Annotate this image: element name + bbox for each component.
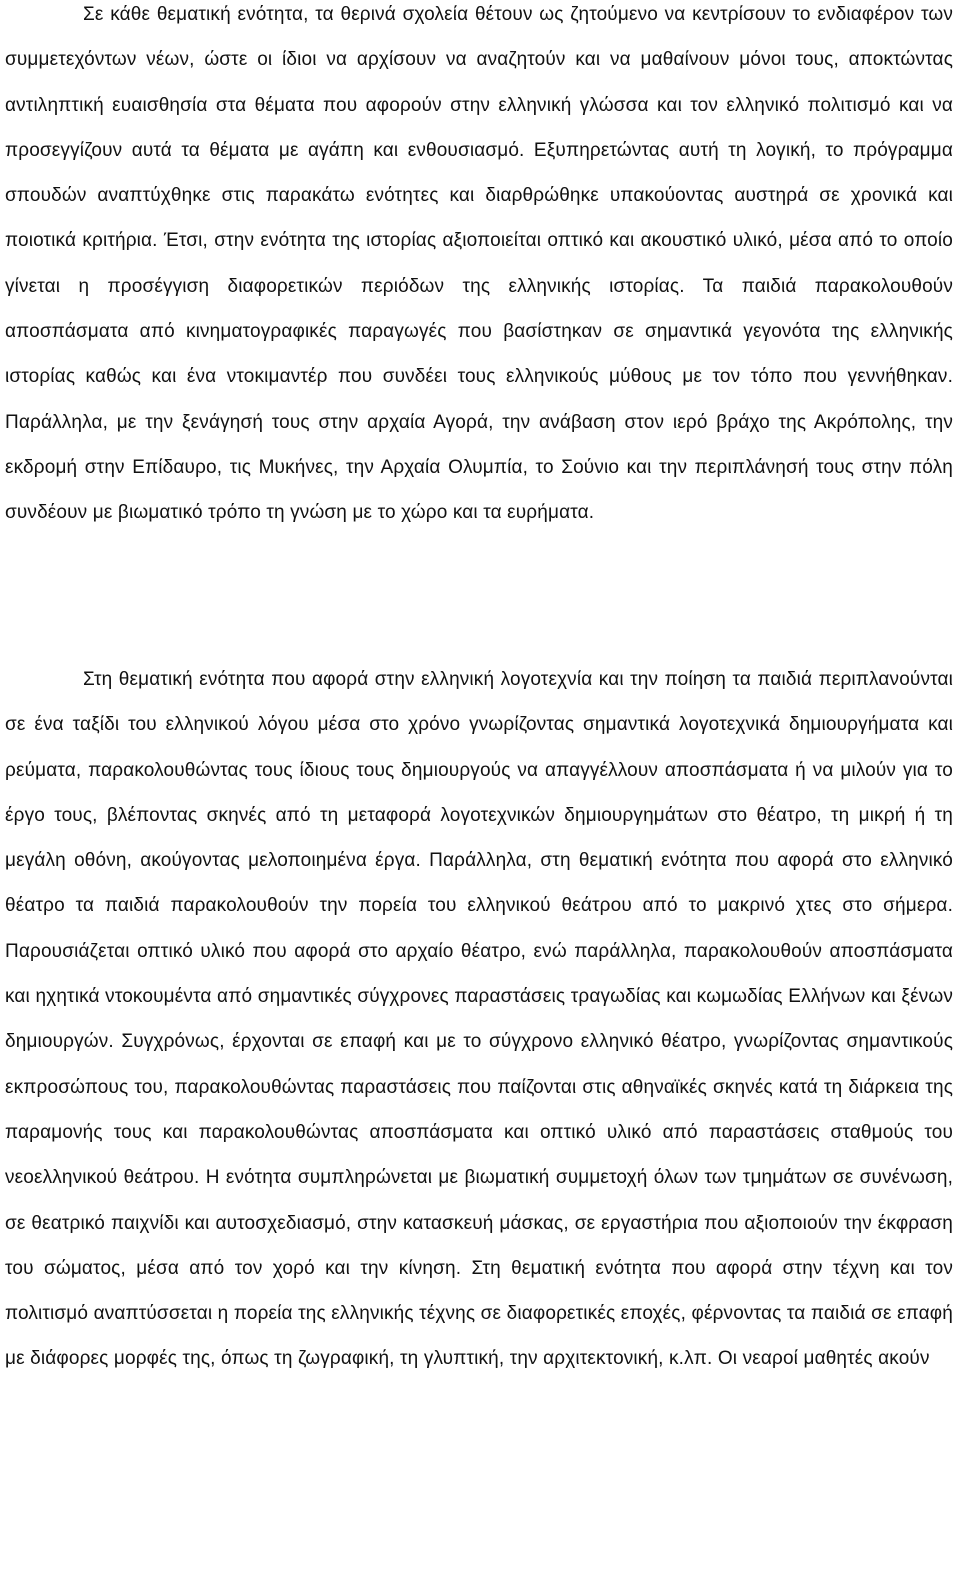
paragraph-history: Σε κάθε θεματική ενότητα, τα θερινά σχολεία θέτουν ως ζητούμενο να κεντρίσουν το ενδιαφέρον των συμμετεχόντων νέων, ώστε οι ίδιοι να αρχίσουν να αναζητούν και να μαθαίνουν μόνοι τους, αποκτώντας αντιληπτική ευαισθησία στα θέματα που αφορούν στην ελληνική γλώσσα και τον ελληνικό πολιτισμό και να προσεγγίζουν αυτά τα θέματα με αγάπη και ενθουσιασμό. Εξυπηρετώντας αυτή τη λογική, το πρόγραμμα σπουδών αναπτύχθηκε στις παρακάτω ενότητες και διαρθρώθηκε υπακούοντας αυστηρά σε χρονικά και ποιοτικά κριτήρια. Έτσι, στην ενότητα της ιστορίας αξιοποιείται οπτικό και ακουστικό υλικό, μέσα από το οποίο γίνεται η προσέγγιση διαφορετικών περιόδων της ελληνικής ιστορίας. Τα παιδιά παρακολουθούν αποσπάσματα από κινηματογραφικές παραγωγές που βασίστηκαν σε σημαντικά γεγονότα της ελληνικής ιστορίας καθώς και ένα ντοκιμαντέρ που συνδέει τους ελληνικούς μύθους με τον τόπο που γεννήθηκαν. Παράλληλα, με την ξενάγησή τους στην αρχαία Αγορά, την ανάβαση στον ιερό βράχο της Ακρόπολης, την εκδρομή στην Επίδαυρο, τις Μυκήνες, την Αρχαία Ολυμπία, το Σούνιο και την περιπλάνησή τους στην πόλη συνδέουν με βιωματικό τρόπο τη γνώση με το χώρο και τα ευρήματα. [5,4,953,524]
paragraph-literature-theatre-art: Στη θεματική ενότητα που αφορά στην ελληνική λογοτεχνία και την ποίηση τα παιδιά περιπλανούνται σε ένα ταξίδι του ελληνικού λόγου μέσα στο χρόνο γνωρίζοντας σημαντικά λογοτεχνικά δημιουργήματα και ρεύματα, παρακολουθώντας τους ίδιους τους δημιουργούς να απαγγέλλουν αποσπάσματα ή να μιλούν για το έργο τους, βλέποντας σκηνές από τη μεταφορά λογοτεχνικών δημιουργημάτων στο θέατρο, τη μικρή ή τη μεγάλη οθόνη, ακούγοντας μελοποιημένα έργα. Παράλληλα, στη θεματική ενότητα που αφορά στο ελληνικό θέατρο τα παιδιά παρακολουθούν την πορεία του ελληνικού θεάτρου από το μακρινό χτες στο σήμερα. Παρουσιάζεται οπτικό υλικό που αφορά στο αρχαίο θέατρο, ενώ παράλληλα, παρακολουθούν αποσπάσματα και ηχητικά ντοκουμέντα από σημαντικές σύγχρονες παραστάσεις τραγωδίας και κωμωδίας Ελλήνων και ξένων δημιουργών. Συγχρόνως, έρχονται σε επαφή και με το σύγχρονο ελληνικό θέατρο, γνωρίζοντας σημαντικούς εκπροσώπους του, παρακολουθώντας παραστάσεις που παίζονται στις αθηναϊκές σκηνές κατά τη διάρκεια της παραμονής τους και παρακολουθώντας αποσπάσματα και οπτικό υλικό από παραστάσεις σταθμούς του νεοελληνικού θεάτρου. Η ενότητα συμπληρώνεται με βιωματική συμμετοχή όλων των τμημάτων σε συνένωση, σε θεατρικό παιχνίδι και αυτοσχεδιασμό, στην κατασκευή μάσκας, σε εργαστήρια που αξιοποιούν την έκφραση του σώματος, μέσα από τον χορό και την κίνηση. Στη θεματική ενότητα που αφορά στην τέχνη και τον πολιτισμό αναπτύσσεται η πορεία της ελληνικής τέχνης σε διαφορετικές εποχές, φέρνοντας τα παιδιά σε επαφή με διάφορες μορφές της, όπως τη ζωγραφική, τη γλυπτική, την αρχιτεκτονική, κ.λπ. Οι νεαροί μαθητές ακούν [5,669,953,1370]
